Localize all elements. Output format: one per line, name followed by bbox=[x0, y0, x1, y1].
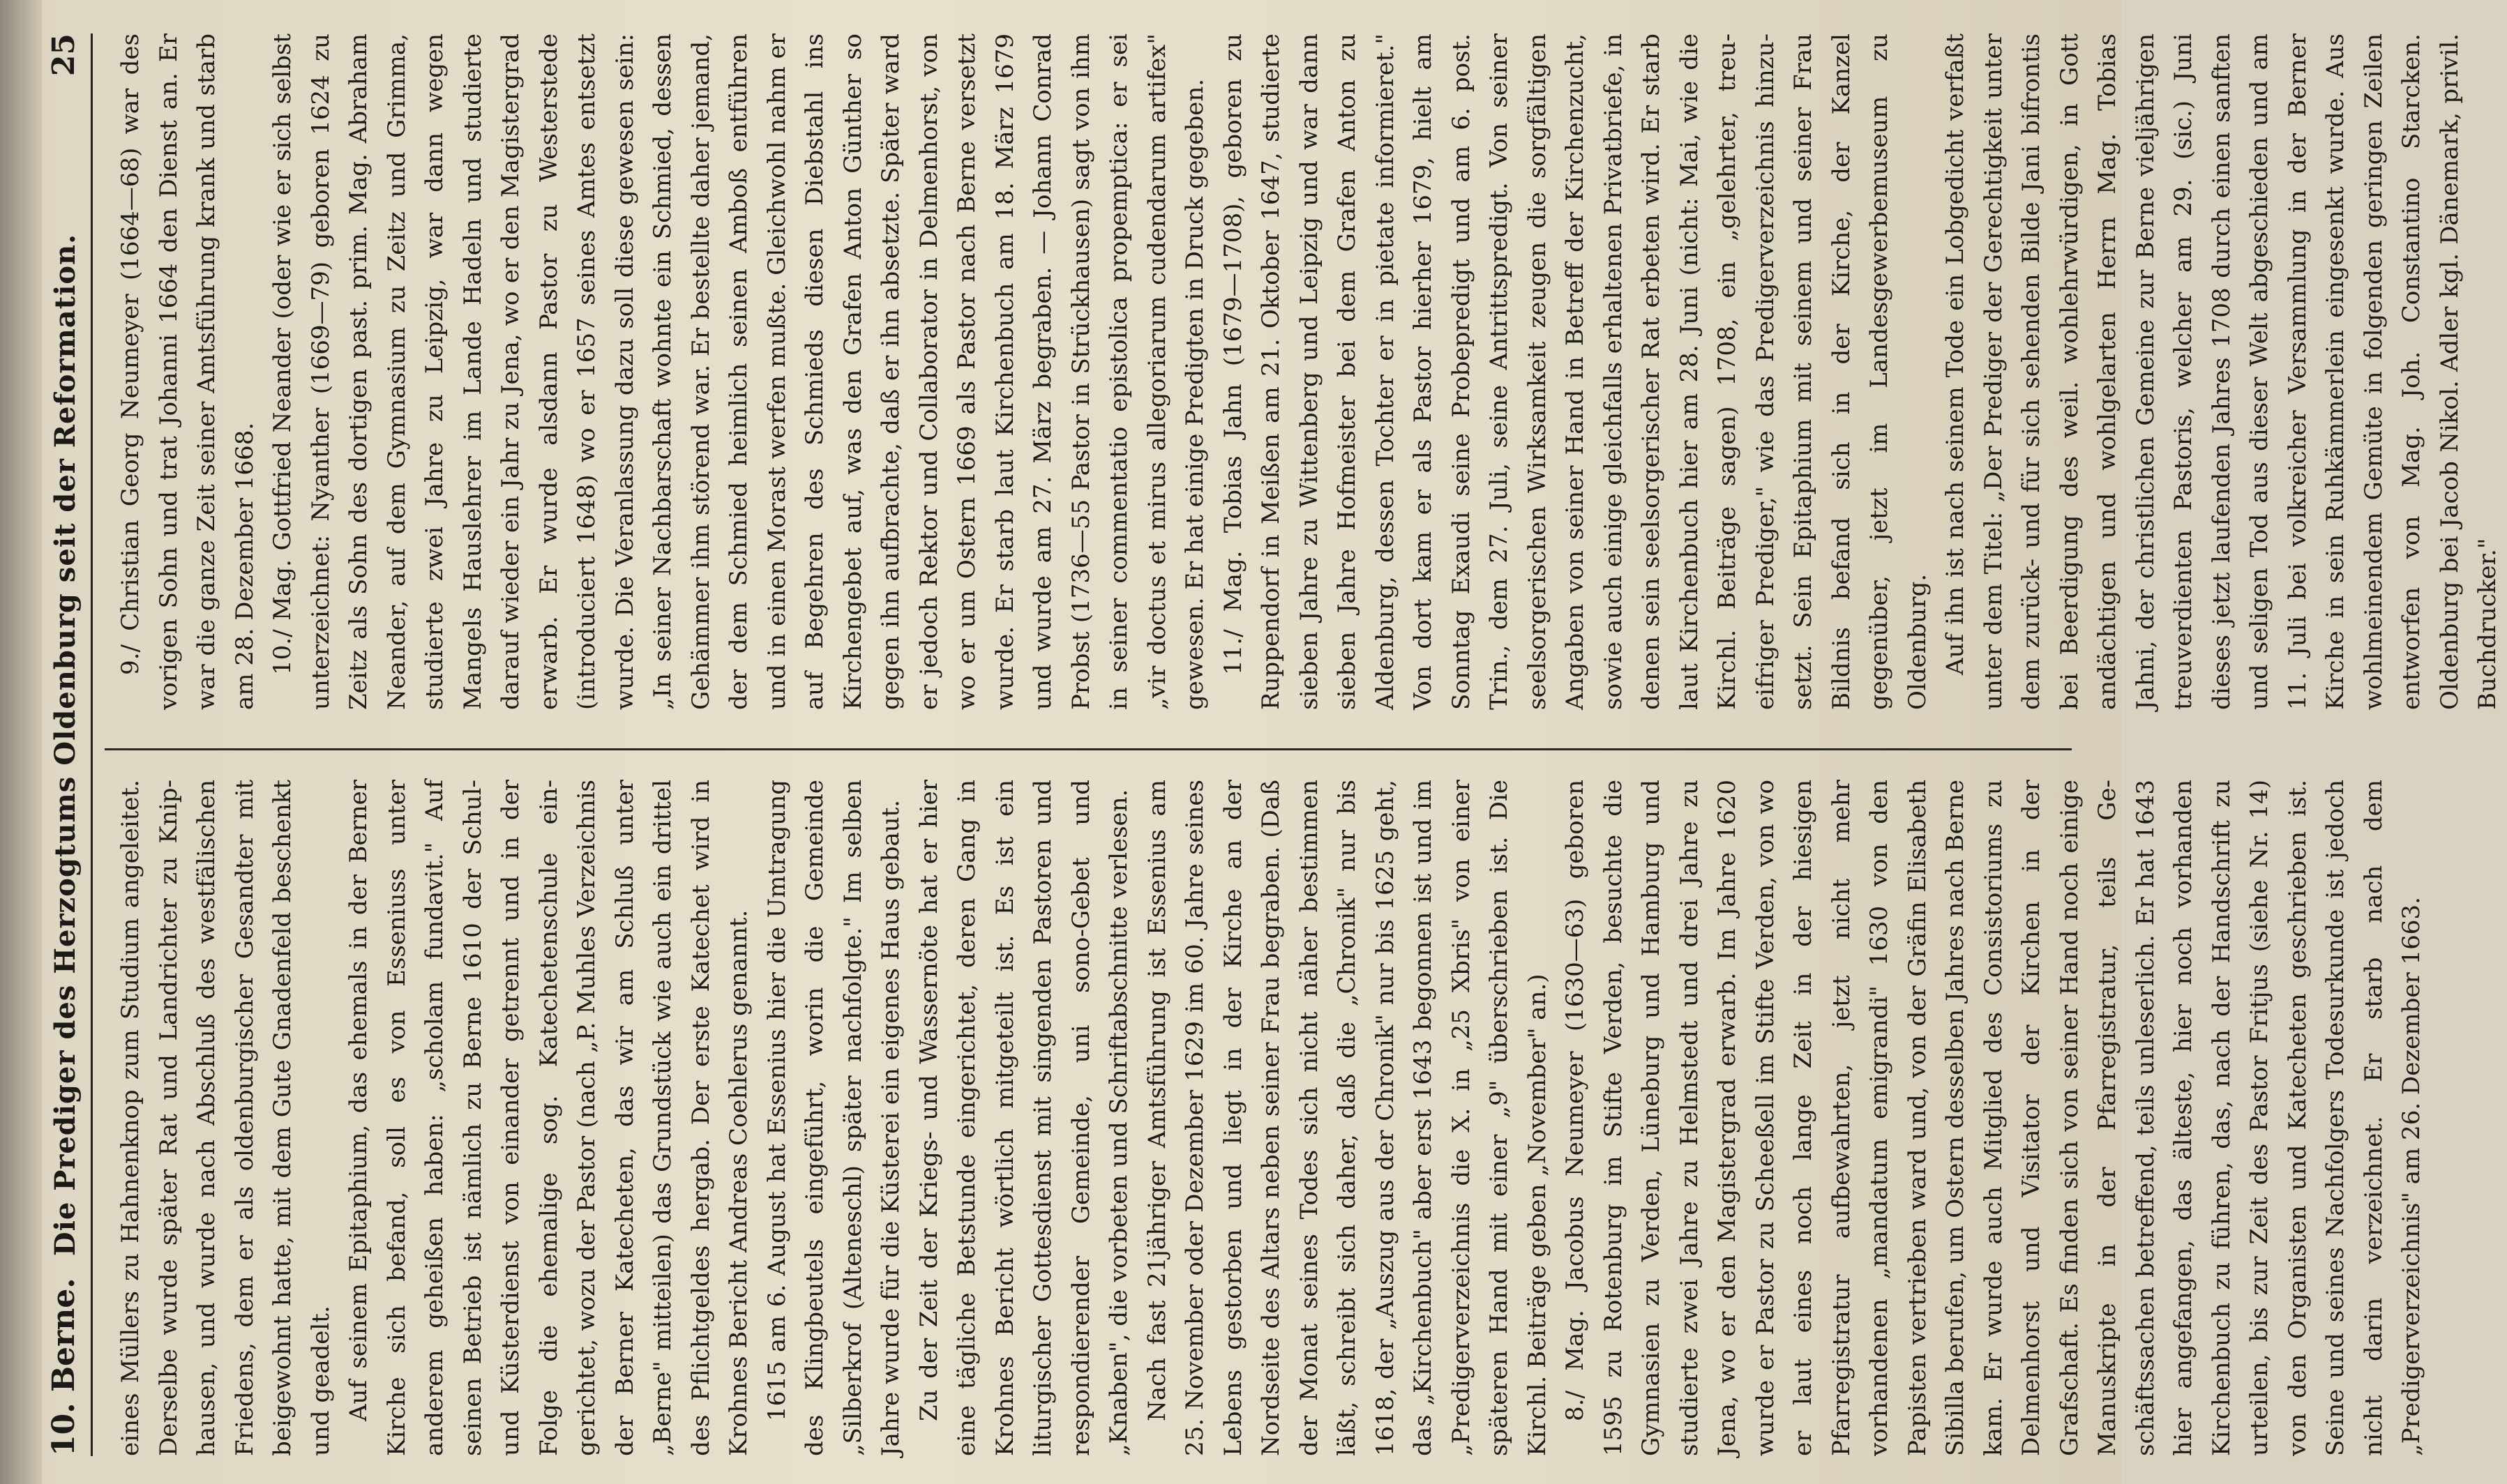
page-header bbox=[42, 33, 93, 1456]
paragraph: 10./ Mag. Gottfried Neander (oder wie er sich selbst unterzeichnet: Nyanther (1669—79) geboren 1624 zu Zeitz als Sohn des dortigen past. prim. Mag. Abraham Neander, auf dem Gymnasium zu Zeitz und Grimma, studierte zwei Jahre zu Leipzig, war dann wegen Mangels Hauslehrer im Lande Hadeln und studierte darauf wieder ein Jahr zu Jena, wo er den Magistergrad erwarb. Er wurde alsdann Pastor zu Westerstede (introduciert 1648) wo er 1657 seines Amtes entsetzt wurde. Die Veranlassung dazu soll diese gewesen sein: „In seiner Nachbarschaft wohnte ein Schmied, dessen Gehämmer ihm störend war. Er bestellte daher jemand, der dem Schmied heimlich seinen Amboß entführen und in einen Morast werfen mußte. Gleichwohl nahm er auf Begehren des Schmieds diesen Diebstahl ins Kirchengebet auf, was den Grafen Anton Günther so gegen ihn aufbrachte, daß er ihn absetzte. Später ward er jedoch Rektor und Collaborator in Delmenhorst, von wo er um Ostern 1669 als Pastor nach Berne versetzt wurde. Er starb laut Kirchenbuch am 18. März 1679 und wurde am 27. März begraben. — Johann Conrad Probst (1736—55 Pastor in Strückhausen) sagt von ihm in seiner commentatio epistolica propemptica: er sei „vir doctus et mirus allegoriarum cudendarum artifex" gewesen. Er hat einige Predigten in Druck gegeben. bbox=[269, 33, 1209, 710]
paragraph: 9./ Christian Georg Neumeyer (1664—68) war des vorigen Sohn und trat Johanni 1664 den Dienst an. Er war die ganze Zeit seiner Amtsführung krank und starb am 28. Dezember 1668. bbox=[116, 33, 259, 710]
paragraph: 11./ Mag. Tobias Jahn (1679—1708), geboren zu Ruppendorf in Meißen am 21. Oktober 1647, studierte sieben Jahre zu Wittenberg und Leipzig und war dann sieben Jahre Hofmeister bei dem Grafen Anton zu Aldenburg, dessen Tochter er in pietate informieret." Von dort kam er als Pastor hierher 1679, hielt am Sonntag Exaudi seine Probepredigt und am 6. post. Trin., dem 27. Juli, seine Antrittspredigt. Von seiner seelsorgerischen Wirksamkeit zeugen die sorgfältigen Angaben von seiner Hand in Betreff der Kirchenzucht, sowie auch einige gleichfalls erhaltenen Privatbriefe, in denen sein seelsorgerischer Rat erbeten wird. Er starb laut Kirchenbuch hier am 28. Juni (nicht: Mai, wie die Kirchl. Beiträge sagen) 1708, ein „gelehrter, treueifriger Prediger," wie das Predigerverzeichnis hinzusetzt. Sein Epitaphium mit seinem und seiner Frau Bildnis befand sich in der Kirche, der Kanzel gegenüber, jetzt im Landesgewerbemuseum zu Oldenburg. bbox=[1219, 33, 1932, 710]
running-title: Die Prediger des Herzogtums Oldenburg seit der Reformation. bbox=[49, 233, 82, 1257]
paragraph: Nach fast 21jähriger Amtsführung ist Essenius am 25. November oder Dezember 1629 im 60. Jahre seines Lebens gestorben und liegt in der Kirche an der Nordseite des Altars neben seiner Frau begraben. (Daß der Monat seines Todes sich nicht näher bestimmen läßt, schreibt sich daher, daß die „Chronik" nur bis 1618, der „Auszug aus der Chronik" nur bis 1625 geht, das „Kirchenbuch" aber erst 1643 begonnen ist und im „Predigerverzeichnis die X. in „25 Xbris" von einer späteren Hand mit einer „9" überschrieben ist. Die Kirchl. Beiträge geben „November" an.) bbox=[1143, 780, 1551, 1456]
paragraph: Auf ihn ist nach seinem Tode ein Lobgedicht verfaßt unter dem Titel: „Der Prediger der Gerechtigkeit unter dem zurück- und für sich sehenden Bilde Jani bifrontis bei Beerdigung des weil. wohlehrwürdigen, in Gott andächtigen und wohlgelarten Herrn Mag. Tobias Jahni, der christlichen Gemeine zur Berne vieljährigen treuverdienten Pastoris, welcher am 29. (sic.) Juni dieses jetzt laufenden Jahres 1708 durch einen sanften und seligen Tod aus dieser Welt abgeschieden und am 11. Juli bei volkreicher Versammlung in der Berner Kirche in sein Ruhkämmerlein eingesenkt wurde. Aus wohlmeinendem Gemüte in folgenden geringen Zeilen entworfen von Mag. Joh. Constantino Starcken. Oldenburg bei Jacob Nikol. Adler kgl. Dänemark, privil. Buchdrucker." bbox=[1941, 33, 2501, 710]
page-number: 25 bbox=[46, 33, 82, 77]
right-column bbox=[112, 33, 2501, 710]
paragraph: Zu der Zeit der Kriegs- und Wassernöte hat er hier eine tägliche Betstunde eingerichtet, deren Gang in Krohnes Bericht wörtlich mitgeteilt ist. Es ist ein liturgischer Gottesdienst mit singenden Pastoren und respondierender Gemeinde, uni sono-Gebet und „Knaben", die vorbeten und Schriftabschnitte verlesen. bbox=[914, 780, 1133, 1456]
paragraph: 8./ Mag. Jacobus Neumeyer (1630—63) geboren 1595 zu Rotenburg im Stifte Verden, besuchte die Gymnasien zu Verden, Lüneburg und Hamburg und studierte zwei Jahre zu Helmstedt und drei Jahre zu Jena, wo er den Magistergrad erwarb. Im Jahre 1620 wurde er Pastor zu Scheeßell im Stifte Verden, von wo er laut eines noch lange Zeit in der hiesigen Pfarregistratur aufbewahrten, jetzt nicht mehr vorhandenen „mandatum emigrandi" 1630 von den Papisten vertrieben ward und, von der Gräfin Elisabeth Sibilla berufen, um Ostern desselben Jahres nach Berne kam. Er wurde auch Mitglied des Consistoriums zu Delmenhorst und Visitator der Kirchen in der Grafschaft. Es finden sich von seiner Hand noch einige Manuskripte in der Pfarregistratur, teils Geschäftssachen betreffend, teils unleserlich. Er hat 1643 hier angefangen, das älteste, hier noch vorhanden Kirchenbuch zu führen, das, nach der Handschrift zu urteilen, bis zur Zeit des Pastor Fritjus (siehe Nr. 14) von den Organisten und Katecheten geschrieben ist. Seine und seines Nachfolgers Todesurkunde ist jedoch nicht darin verzeichnet. Er starb nach dem „Predigerverzeichnis" am 26. Dezember 1663. bbox=[1561, 780, 2425, 1456]
paragraph: Auf seinem Epitaphium, das ehemals in der Berner Kirche sich befand, soll es von Esseniuss unter anderem geheißen haben: „scholam fundavit." Auf seinen Betrieb ist nämlich zu Berne 1610 der Schul- und Küsterdienst von einander getrennt und in der Folge die ehemalige sog. Katechetenschule eingerichtet, wozu der Pastor (nach „P. Muhles Verzeichnis der Berner Katecheten, das wir am Schluß unter „Berne" mitteilen) das Grundstück wie auch ein drittel des Pflichtgeldes hergab. Der erste Katechet wird in Krohnes Bericht Andreas Coehlerus genannt. bbox=[345, 780, 753, 1456]
paragraph: 1615 am 6. August hat Essenius hier die Umtragung des Klingbeutels eingeführt, worin die Gemeinde „Silberkrof (Alteneschl) später nachfolgte." Im selben Jahre wurde für die Küsterei ein eigenes Haus gebaut. bbox=[762, 780, 905, 1456]
left-column bbox=[112, 780, 2425, 1456]
page-edge-shadow bbox=[0, 0, 42, 1484]
column-divider bbox=[105, 748, 2072, 750]
page-section-label: 10. Berne. bbox=[46, 1278, 82, 1456]
paragraph: eines Müllers zu Hahnenknop zum Studium angeleitet. Derselbe wurde später Rat und Landrichter zu Kniphausen, und wurde nach Abschluß des westfälischen Friedens, dem er als oldenburgischer Gesandter mit beigewohnt hatte, mit dem Gute Gnadenfeld beschenkt und geadelt. bbox=[116, 780, 335, 1456]
